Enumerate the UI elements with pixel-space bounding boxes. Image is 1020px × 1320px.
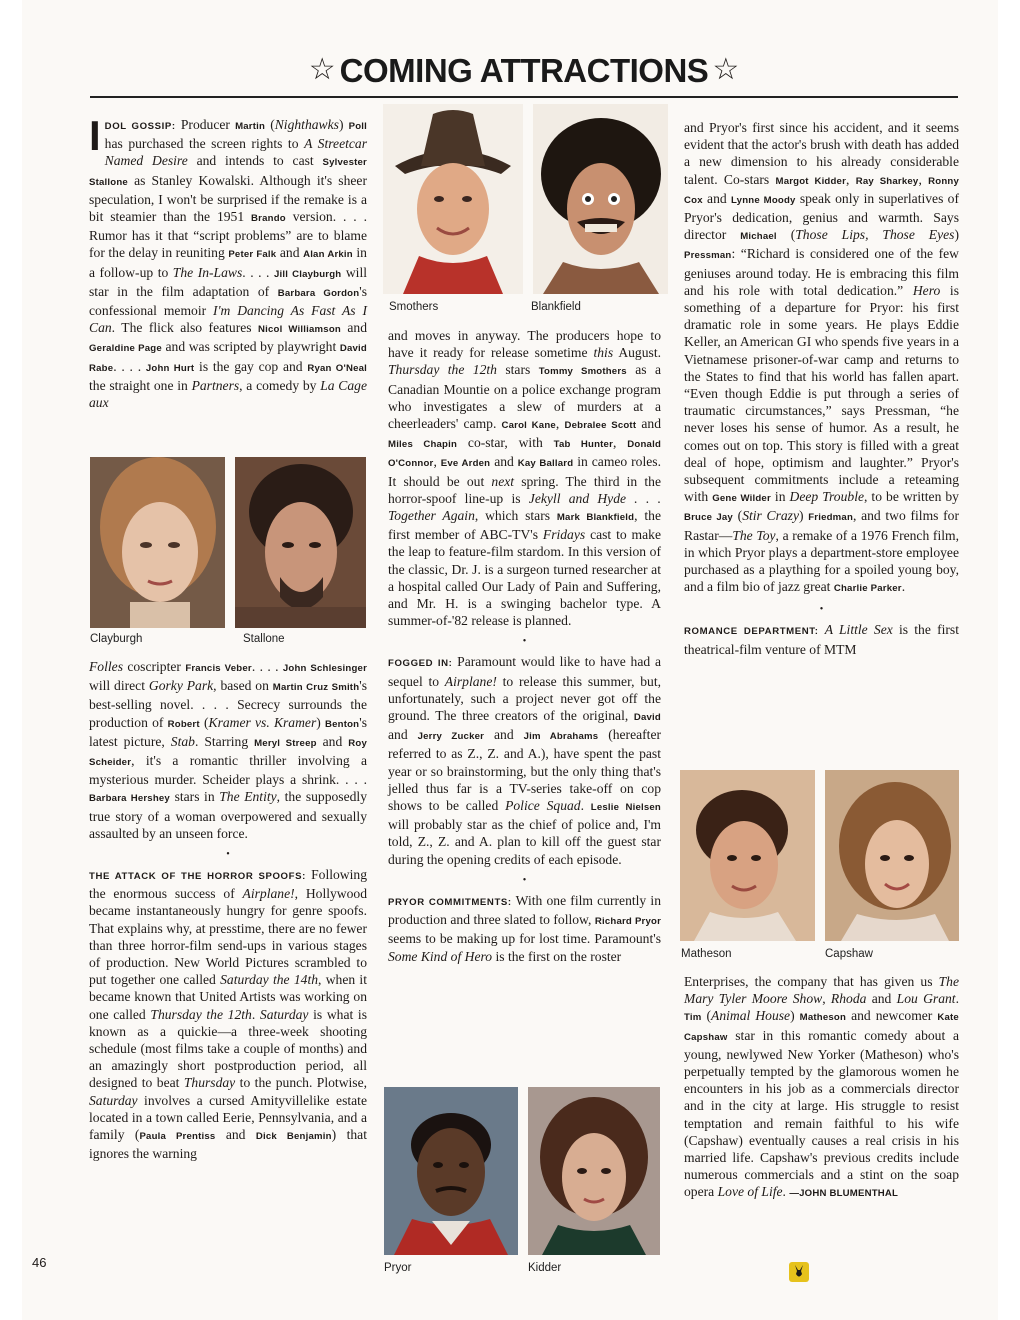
caption-stallone: Stallone <box>243 633 285 645</box>
column-3-bottom: Enterprises, the company that has given us The Mary Tyler Moore Show, Rhoda and Lou Grant. Tim (Animal House) Matheson and newcomer Kate Capshaw star in this romantic comedy about a young, newlywed New Yorker (Matheson) who's perpetually tempted by the glamorous women he encounters in his job as a commercials director and in the city at large. His struggle to resist temptation and remain faithful to his wife (Capshaw) eventually causes a real crisis in his married life. Capshaw's previous credits include numerous commercials and a stint on the soap opera Love of Life. —JOHN BLUMENTHAL <box>684 974 959 1200</box>
photo-kidder <box>528 1087 660 1255</box>
column-1-top: IDOL GOSSIP: Producer Martin (Nighthawks) Poll has purchased the screen rights to A Streetcar Named Desire and intends to cast Sylvester Stallone as Stanley Kowalski. Although it's sheer speculation, I won't be surprised if the remake is a bit steamier than the 1951 Brando version. . . . Rumor has it that “script problems” are to blame for the delay in reuniting Peter Falk and Alan Arkin in a follow-up to The In-Laws. . . . Jill Clayburgh will star in the film adaptation of Barbara Gordon's confessional memoir I'm Dancing As Fast As I Can. The flick also features Nicol Williamson and Geraldine Page and was scripted by playwright David Rabe. . . . John Hurt is the gay cop and Ryan O'Neal the straight one in Partners, a comedy by La Cage aux <box>89 112 368 411</box>
section-bullet: • <box>819 604 824 616</box>
caption-capshaw: Capshaw <box>825 948 873 960</box>
page-number: 46 <box>32 1255 47 1270</box>
rabbit-head-icon <box>789 1262 809 1282</box>
caption-kidder: Kidder <box>528 1262 562 1274</box>
photo-capshaw <box>825 770 959 941</box>
drop-cap: I <box>89 112 101 159</box>
photo-matheson <box>680 770 815 941</box>
star-icon: ☆ <box>712 52 740 87</box>
column-3-top: and Pryor's first since his accident, and it seems evident that the actor's brush with death has added a new dimension to his already considerable talent. Co-stars Margot Kidder, Ray Sharkey, Ronny Cox and Lynne Moody speak only in superlatives of Pryor's dedication, genius and warmth. Says director Michael (Those Lips, Those Eyes) Pressman: “Richard is considered one of the few geniuses around today. He is embracing this film and his role with total dedication.” Hero is something of a departure for Pryor: his first dramatic role in some years. He plays Eddie Keller, an American GI who spends five years in a Vietnamese prisoner-of-war camp and returns to the States to find that his world has fallen apart. “Even though Eddie is put through a series of traumatic circumstances,” says Pressman, “he never loses his sense of humor. As a result, he comes out on top. This story is filled with a great deal of hope, optimism and laughter.” Pryor's subsequent commitments include a reteaming with Gene Wilder in Deep Trouble, to be written by Bruce Jay (Stir Crazy) Friedman, and two films for Rastar—The Toy, a remake of a 1976 French film, in which Pryor plays a department-store employee purchased as a plaything for a spoiled young boy, and a film bio of jazz great Charlie Parker. • ROMANCE DEPARTMENT: A Little Sex is the first theatrical-film venture of MTM <box>684 120 959 657</box>
caption-blankfield: Blankfield <box>531 301 581 313</box>
photo-pryor <box>384 1087 518 1255</box>
column-2-middle: and moves in anyway. The producers hope to have it ready for release sometime this August. Thursday the 12th stars Tommy Smothers as a Canadian Mountie on a police exchange program who investigates a slew of murders at a cheerleaders' camp. Carol Kane, Debralee Scott and Miles Chapin co-star, with Tab Hunter, Donald O'Connor, Eve Arden and Kay Ballard in cameo roles. It should be out next spring. The third in the horror-spoof line-up is Jekyll and Hyde . . . Together Again, which stars Mark Blankfield, the first member of ABC-TV's Fridays cast to make the leap to feature-film stardom. In this version of the classic, Dr. J. is a surgeon turned researcher at a hospital called Our Lady of Pain and Suffering, and Mr. H. is a swinging bachelor type. A summer-of-'82 release is planned. • FOGGED IN: Paramount would like to have had a sequel to Airplane! to release this summer, but, unfortunately, such a project never got off the ground. The three creators of the original, David and Jerry Zucker and Jim Abrahams (hereafter referred to as Z., Z. and A.), have spent the past year or so brainstorming, but the only thing that's jelled thus far is a TV-series take-off on cop shows to be called Police Squad. Leslie Nielsen will probably star as the chief of police and, I'm told, Z., Z. and A. plan to kill off the guest star during the opening credits of each episode. • PRYOR COMMITMENTS: With one film currently in production and three slated to follow, Richard Pryor seems to be making up for lost time. Paramount's Some Kind of Hero is the first on the roster <box>388 328 662 964</box>
caption-clayburgh: Clayburgh <box>90 633 143 645</box>
caption-smothers: Smothers <box>389 301 439 313</box>
star-icon: ☆ <box>308 52 336 87</box>
caption-pryor: Pryor <box>384 1262 412 1274</box>
caption-matheson: Matheson <box>681 948 732 960</box>
section-title: COMING ATTRACTIONS <box>339 52 709 89</box>
section-bullet: • <box>522 636 527 648</box>
column-1-bottom: Folles coscripter Francis Veber. . . . John Schlesinger will direct Gorky Park, based on Martin Cruz Smith's best-selling novel. . . . Secrecy surrounds the production of Robert (Kramer vs. Kramer) Benton's latest picture, Stab. Starring Meryl Streep and Roy Scheider, it's a romantic thriller involving a mysterious murder. Scheider plays a shrink. . . . Barbara Hershey stars in The Entity, the supposedly true story of a woman overpowered and sexually assaulted by an unseen force. • THE ATTACK OF THE HORROR SPOOFS: Following the enormous success of Airplane!, Hollywood became instantaneously hungry for genre spoofs. That explains why, at presstime, there are no fewer than three horror-film send-ups in various stages of production. New World Pictures scrambled to put together one called Saturday the 14th, when it became known that United Artists was working on one called Thursday the 12th. Saturday is what is known as a quickie—a three-week shooting schedule (most films take a couple of months) and an amazingly short postproduction period, all designed to beat Thursday to the punch. Plotwise, Saturday involves a cursed Amityvillelike estate located in a town called Eerie, Pennsylvania, and a family (Paula Prentiss and Dick Benjamin) that ignores the warning <box>89 659 368 1162</box>
photo-smothers <box>383 104 523 294</box>
photo-blankfield <box>533 104 668 294</box>
section-bullet: • <box>226 849 230 861</box>
photo-stallone <box>235 457 366 628</box>
section-bullet: • <box>522 874 527 886</box>
section-header <box>90 52 958 98</box>
photo-clayburgh <box>90 457 225 628</box>
